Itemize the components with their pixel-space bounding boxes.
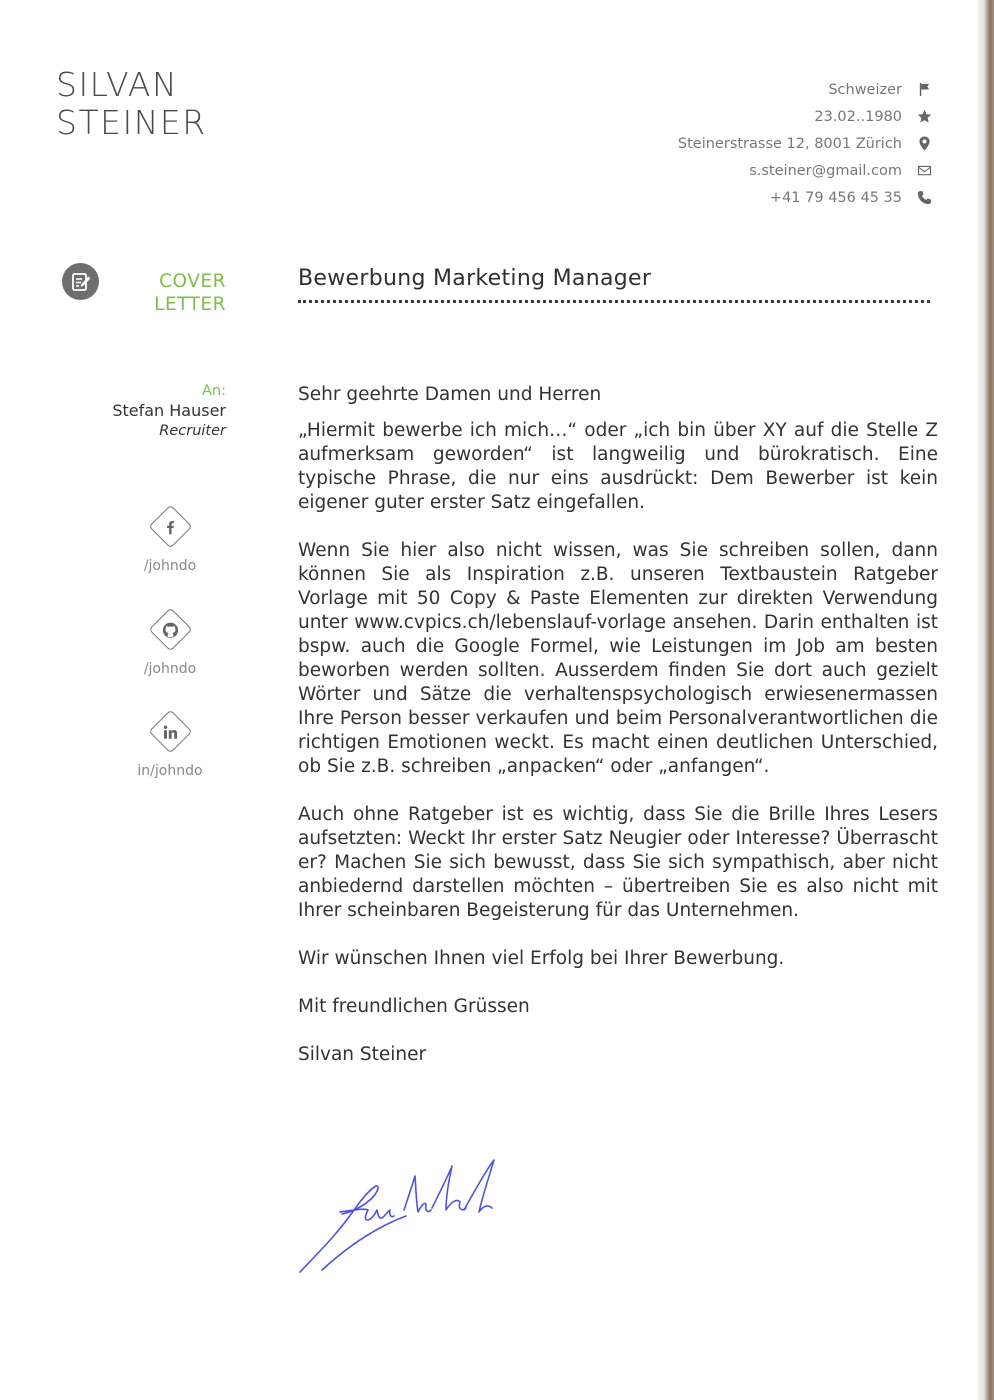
contact-birthdate <box>492 103 932 130</box>
social-diamond[interactable] <box>148 710 192 754</box>
social-linkedin[interactable] <box>128 716 212 779</box>
recipient-name: Stefan Hauser <box>112 401 226 420</box>
contact-phone[interactable] <box>492 184 932 211</box>
letter-closing: Mit freundlichen Grüssen <box>298 996 530 1017</box>
linkedin-icon <box>162 724 178 740</box>
github-icon <box>161 621 179 639</box>
contact-text[interactable]: s.steiner@gmail.com <box>749 162 902 179</box>
applicant-name <box>56 66 207 142</box>
letter-body <box>298 383 938 1091</box>
social-handle[interactable]: in/johndo <box>137 763 203 779</box>
contact-text: Schweizer <box>828 81 902 98</box>
section-label-line1: COVER <box>159 271 226 292</box>
document-title: Bewerbung Marketing Manager <box>298 266 930 303</box>
recipient-role: Recruiter <box>159 423 226 439</box>
contact-text[interactable]: +41 79 456 45 35 <box>769 189 902 206</box>
contact-info <box>492 76 932 211</box>
edit-document-icon <box>62 263 99 300</box>
facebook-icon <box>162 519 178 535</box>
social-handle[interactable]: /johndo <box>143 558 197 574</box>
recipient <box>60 382 226 441</box>
letter-salutation: Sehr geehrte Damen und Herren <box>298 384 602 405</box>
contact-text: 23.02..1980 <box>814 108 902 125</box>
flag-icon <box>916 82 932 98</box>
handwritten-signature <box>294 1152 514 1282</box>
first-name: SILVAN <box>56 65 179 104</box>
contact-nationality <box>492 76 932 103</box>
letter-paragraph: „Hiermit bewerbe ich mich…“ oder „ich bin über XY auf die Stelle Z aufmerksam geworden“ ist langweilig und bürokratisch. Eine typische Phrase, die nur eins ausdrückt: Dem Bewerber ist kein eigener guter erster Satz eingefallen. <box>298 420 938 513</box>
contact-address <box>492 130 932 157</box>
location-pin-icon <box>916 136 932 152</box>
letter-paragraph: Wir wünschen Ihnen viel Erfolg bei Ihrer Bewerbung. <box>298 948 785 969</box>
envelope-icon <box>916 163 932 179</box>
social-handle[interactable]: /johndo <box>143 661 197 677</box>
letter-paragraph: Wenn Sie hier also nicht wissen, was Sie schreiben sollen, dann können Sie als Inspiration z.B. unseren Textbaustein Ratgeber Vorlage mit 50 Copy & Paste Elementen zur direkten Verwendung unter www.cvpics.ch/lebenslauf-vorlage ansehen. Darin enthalten ist bspw. auch die Google Formel, wie Leistungen im Job am besten beworben werden sollten. Ausserdem finden Sie dort auch gezielt Wörter und Sätze die verhaltenspsychologisch erwiesenermassen Ihre Person besser verkaufen und beim Personalverantwortlichen die richtigen Emotionen weckt. Es macht einen deutlichen Unterschied, ob Sie z.B. schreiben „anpacken“ oder „anfangen“. <box>298 540 938 777</box>
last-name: STEINER <box>56 103 207 142</box>
social-diamond[interactable] <box>148 608 192 652</box>
contact-email[interactable] <box>492 157 932 184</box>
section-label-line2: LETTER <box>154 294 226 315</box>
section-label <box>110 270 226 316</box>
social-github[interactable] <box>128 614 212 677</box>
star-icon <box>916 109 932 125</box>
page-edge <box>978 0 994 1400</box>
social-diamond[interactable] <box>148 505 192 549</box>
letter-signatory: Silvan Steiner <box>298 1044 427 1065</box>
social-facebook[interactable] <box>128 511 212 574</box>
recipient-to-label: An: <box>202 383 226 399</box>
contact-text: Steinerstrasse 12, 8001 Zürich <box>677 135 902 152</box>
letter-paragraph: Auch ohne Ratgeber ist es wichtig, dass Sie die Brille Ihres Lesers aufsetzten: Weckt Ihr erster Satz Neugier oder Interesse? Überrascht er? Machen Sie sich bewusst, dass Sie sich sympathisch, aber nicht anbiedernd darstellen möchten – übertreiben Sie es also nicht mit Ihrer scheinbaren Begeisterung für das Unternehmen. <box>298 804 938 921</box>
phone-icon <box>916 190 932 206</box>
